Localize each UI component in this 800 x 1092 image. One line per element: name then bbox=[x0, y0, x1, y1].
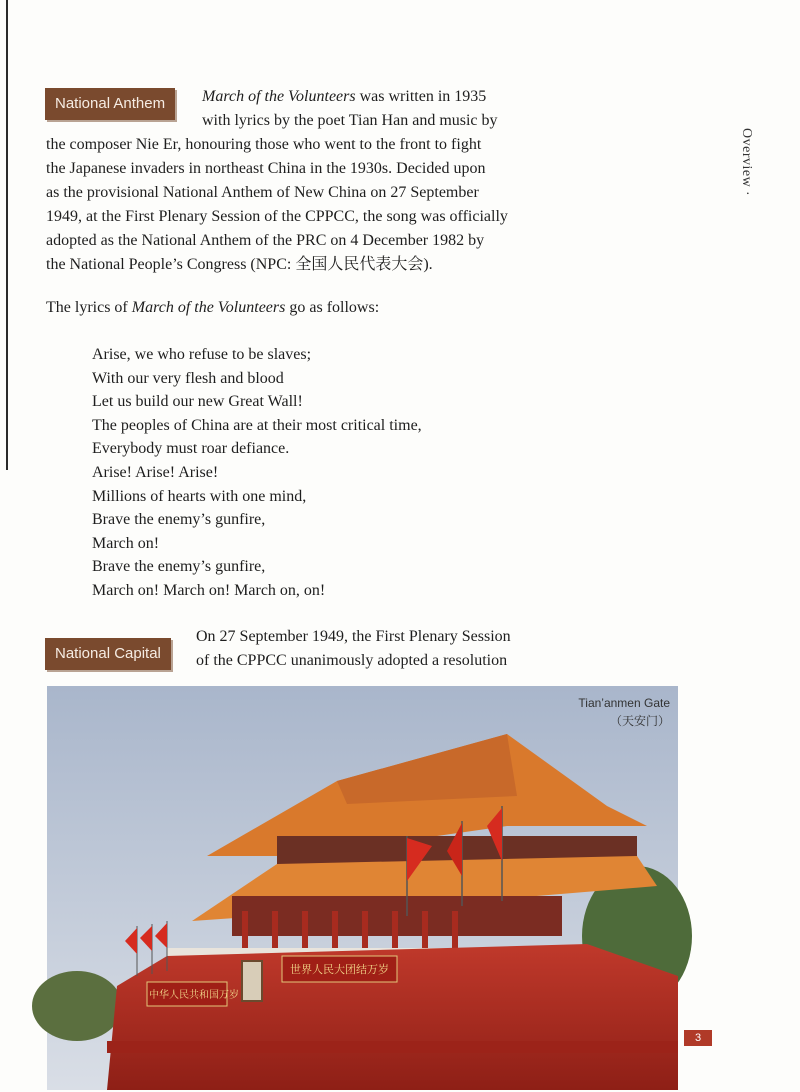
capital-line-2: of the CPPCC unanimously adopted a resolution bbox=[196, 652, 508, 669]
tiananmen-illustration bbox=[47, 686, 678, 1090]
anthem-line-5: as the provisional National Anthem of New China on 27 September bbox=[46, 184, 479, 201]
photo-caption: Tian’anmen Gate （天安门） bbox=[578, 696, 670, 728]
lyrics-intro: The lyrics of March of the Volunteers go as follows: bbox=[46, 299, 380, 316]
anthem-line-8: the National People’s Congress (NPC: 全国人民代表大会). bbox=[46, 256, 433, 273]
capital-line-1: On 27 September 1949, the First Plenary Session bbox=[196, 628, 511, 645]
lyric-line: Arise, we who refuse to be slaves; bbox=[92, 346, 312, 363]
section-side-label: Overview· bbox=[739, 128, 754, 197]
anthem-line-2: with lyrics by the poet Tian Han and music by bbox=[202, 112, 498, 129]
lyric-line: Brave the enemy’s gunfire, bbox=[92, 558, 266, 576]
capital-paragraph bbox=[196, 625, 546, 673]
lyric-line: Let us build our new Great Wall! bbox=[92, 393, 303, 411]
left-margin-rule bbox=[6, 0, 8, 470]
lyric-line: Everybody must roar defiance. bbox=[92, 440, 290, 458]
tiananmen-photo bbox=[47, 686, 678, 1090]
anthem-line-4: the Japanese invaders in northeast China in the 1930s. Decided upon bbox=[46, 160, 486, 177]
national-capital-tag: National Capital bbox=[45, 638, 171, 670]
lyric-line: With our very flesh and blood bbox=[92, 369, 284, 387]
anthem-paragraph bbox=[46, 85, 546, 277]
banner-right-text: 世界人民大团结万岁 bbox=[290, 963, 389, 976]
banner-left-text: 中华人民共和国万岁 bbox=[149, 990, 239, 1001]
lyric-line: Millions of hearts with one mind, bbox=[92, 487, 307, 505]
page-number-badge: 3 bbox=[684, 1030, 712, 1046]
lyric-line: March on! bbox=[92, 534, 160, 552]
anthem-line-3: the composer Nie Er, honouring those who went to the front to fight bbox=[46, 136, 482, 153]
anthem-line-6: 1949, at the First Plenary Session of the CPPCC, the song was officially bbox=[46, 208, 508, 225]
lyric-line: March on! March on! March on, on! bbox=[92, 581, 326, 599]
lyric-line: Arise! Arise! Arise! bbox=[92, 463, 219, 481]
anthem-line-7: adopted as the National Anthem of the PRC on 4 December 1982 by bbox=[46, 232, 485, 249]
lyrics-block bbox=[92, 343, 422, 603]
national-anthem-tag: National Anthem bbox=[45, 88, 175, 120]
anthem-line-1: March of the Volunteers was written in 1935 bbox=[202, 88, 487, 105]
lyric-line: Brave the enemy’s gunfire, bbox=[92, 511, 266, 529]
lyric-line: The peoples of China are at their most critical time, bbox=[92, 416, 422, 434]
